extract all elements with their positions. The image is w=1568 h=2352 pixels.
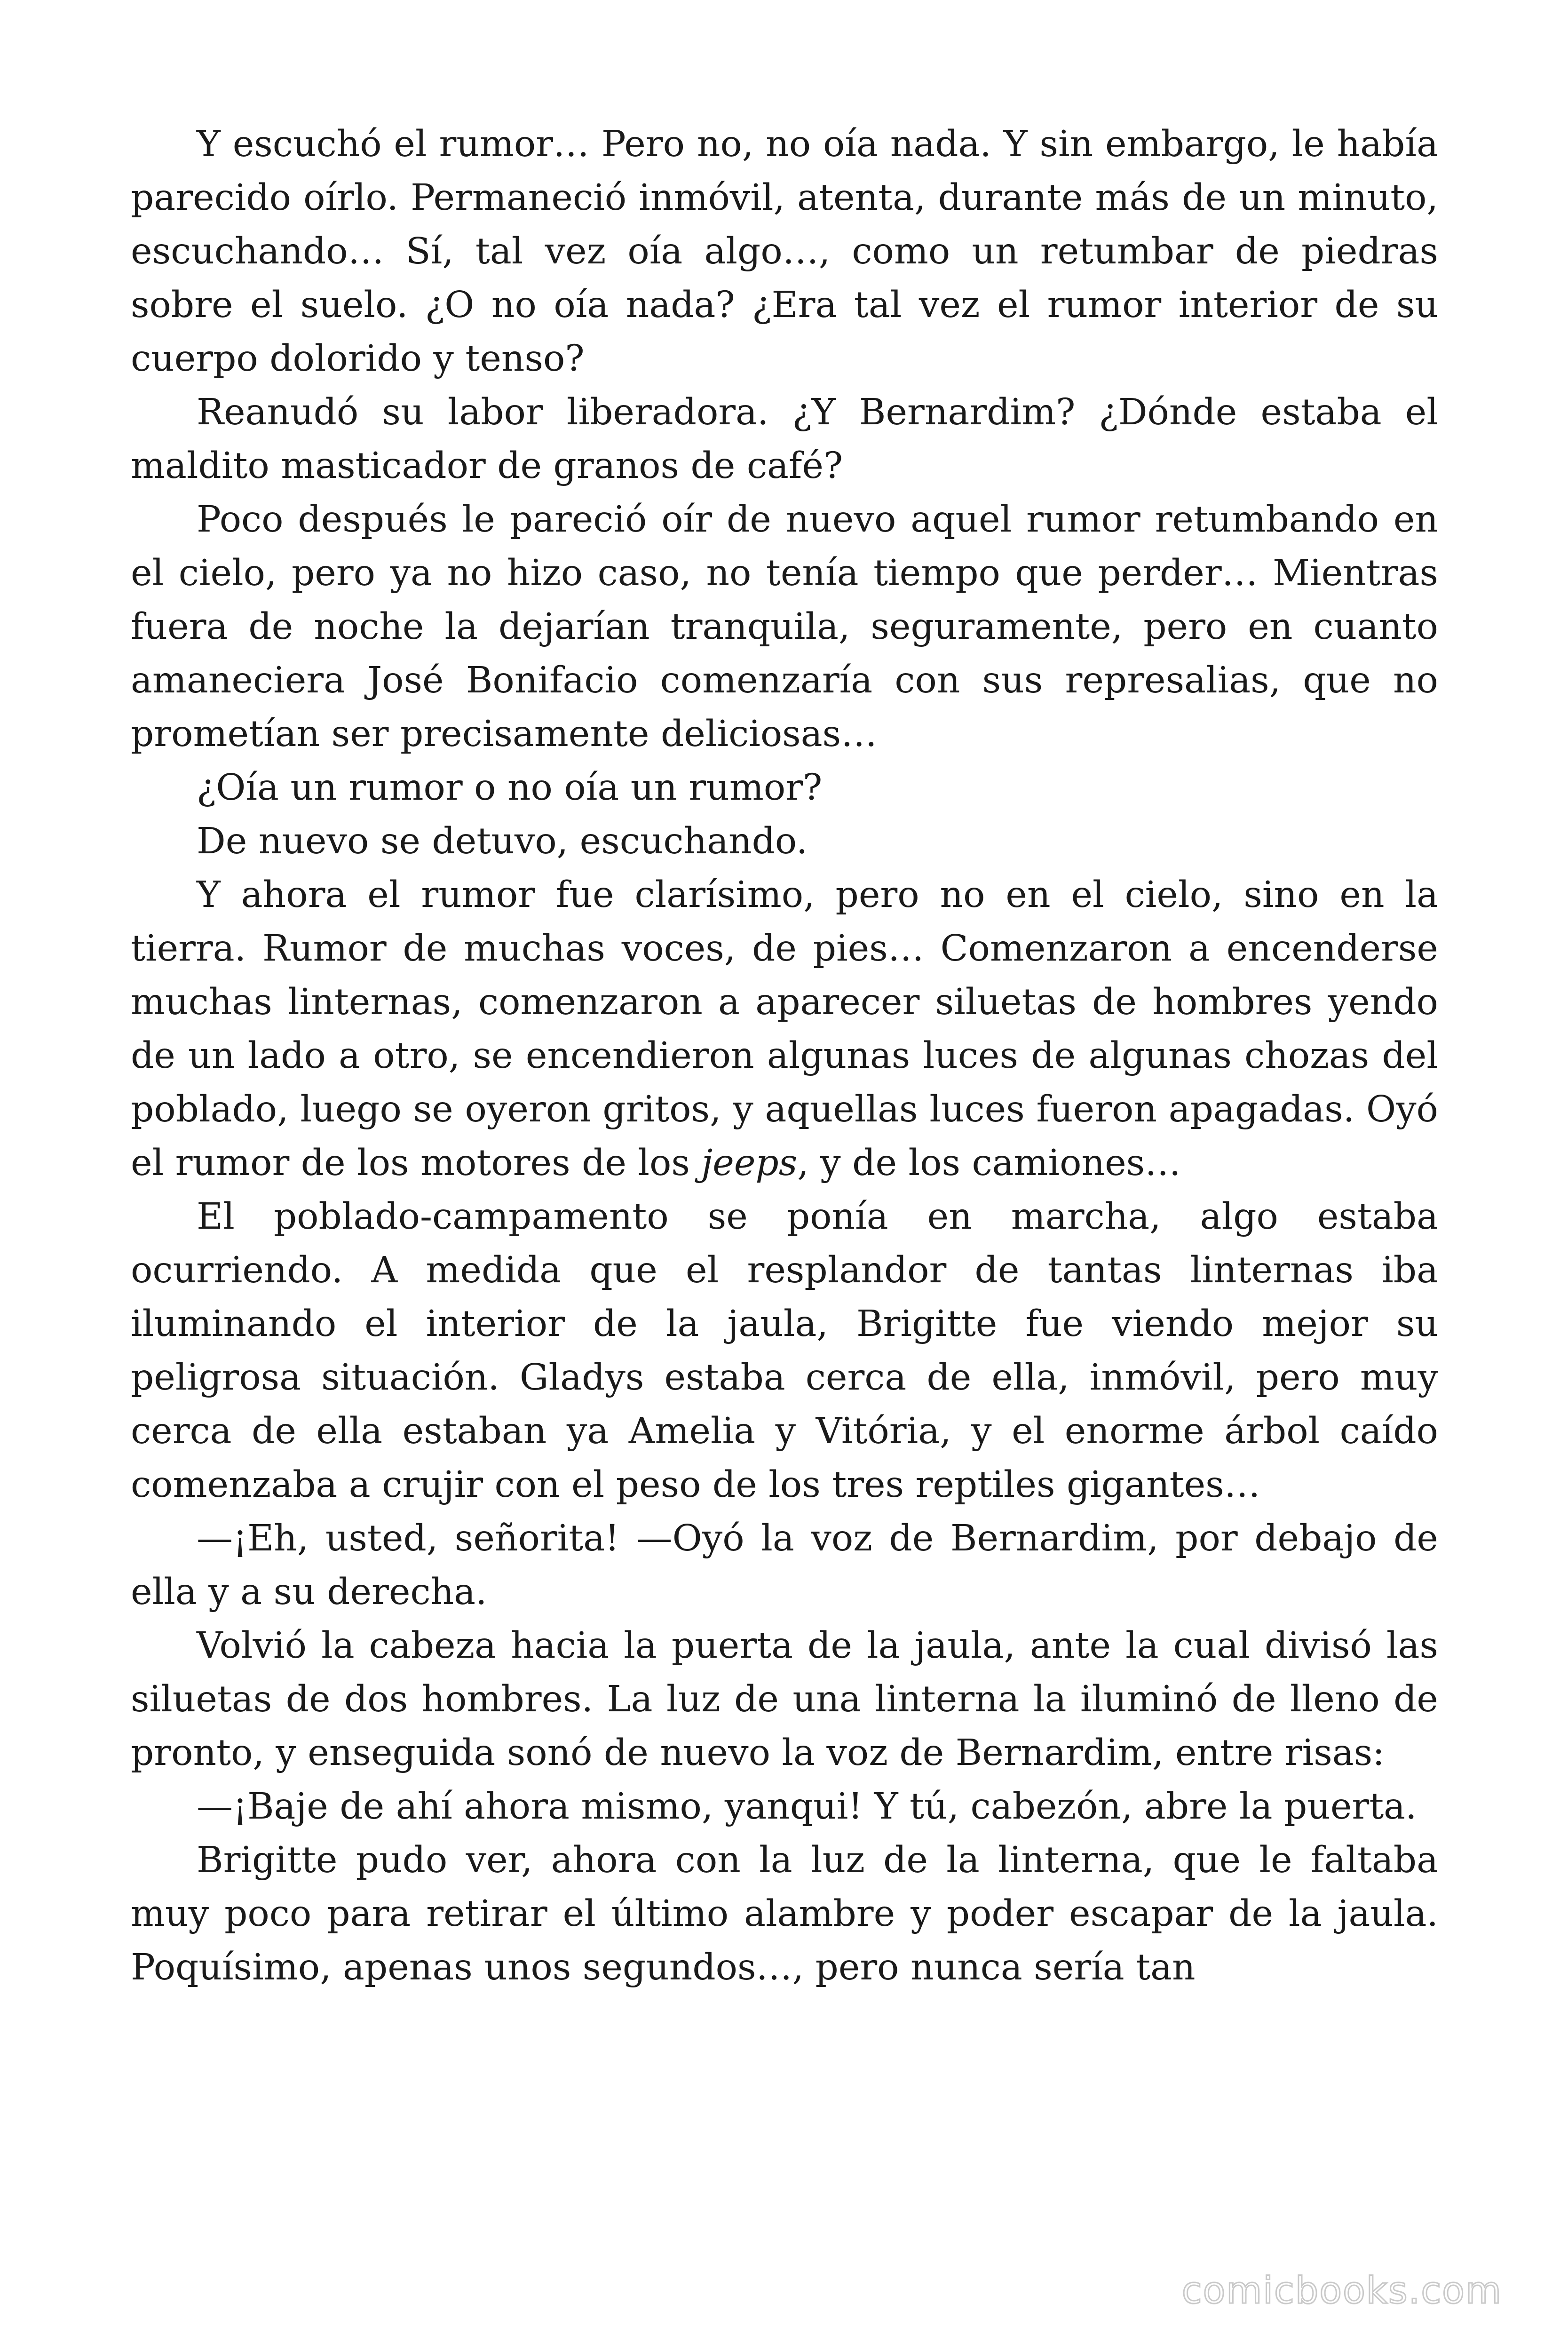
paragraph-11: Brigitte pudo ver, ahora con la luz de la linterna, que le faltaba muy poco para retirar el último alambre y poder escapar de la jaula. Poquísimo, apenas unos segundos…, pero nunca sería tan <box>131 1839 1438 1988</box>
paragraph-6 <box>131 868 1438 1190</box>
paragraph-4: ¿Oía un rumor o no oía un rumor? <box>197 767 823 809</box>
paragraph-2: Reanudó su labor liberadora. ¿Y Bernardim? ¿Dónde estaba el maldito masticador de granos de café? <box>131 391 1438 487</box>
paragraph-5: De nuevo se detuvo, escuchando. <box>197 820 808 862</box>
paragraph-9: Volvió la cabeza hacia la puerta de la jaula, ante la cual divisó las siluetas de dos hombres. La luz de una linterna la iluminó de lleno de pronto, y enseguida sonó de nuevo la voz de Bernardim, entre risas: <box>131 1625 1438 1774</box>
paragraph-7: El poblado-campamento se ponía en marcha, algo estaba ocurriendo. A medida que el resplandor de tantas linternas iba iluminando el interior de la jaula, Brigitte fue viendo mejor su peligrosa situación. Gladys estaba cerca de ella, inmóvil, pero muy cerca de ella estaban ya Amelia y Vitória, y el enorme árbol caído comenzaba a crujir con el peso de los tres reptiles gigantes… <box>131 1196 1438 1506</box>
page-text <box>131 118 1438 1994</box>
watermark: comicbooks.com <box>1181 2270 1502 2312</box>
paragraph-1: Y escuchó el rumor… Pero no, no oía nada. Y sin embargo, le había parecido oírlo. Permaneció inmóvil, atenta, durante más de un minuto, escuchando… Sí, tal vez oía algo…, como un retumbar de piedras sobre el suelo. ¿O no oía nada? ¿Era tal vez el rumor interior de su cuerpo dolorido y tenso? <box>131 123 1438 380</box>
paragraph-3: Poco después le pareció oír de nuevo aquel rumor retumbando en el cielo, pero ya no hizo caso, no tenía tiempo que perder… Mientras fuera de noche la dejarían tranquila, seguramente, pero en cuanto amaneciera José Bonifacio comenzaría con sus represalias, que no prometían ser precisamente deliciosas… <box>131 499 1438 755</box>
paragraph-6-text-before: Y ahora el rumor fue clarísimo, pero no en el cielo, sino en la tierra. Rumor de muchas voces, de pies… Comenzaron a encenderse muchas linternas, comenzaron a aparecer siluetas de hombres yendo de un lado a otro, se encendieron algunas luces de algunas chozas del poblado, luego se oyeron gritos, y aquellas luces fueron apagadas. Oyó el rumor de los motores de los <box>131 874 1438 1184</box>
paragraph-6-text-after: , y de los camiones… <box>797 1142 1181 1184</box>
paragraph-6-italic-word: jeeps <box>701 1142 798 1184</box>
paragraph-8: —¡Eh, usted, señorita! —Oyó la voz de Bernardim, por debajo de ella y a su derecha. <box>131 1518 1438 1613</box>
paragraph-10: —¡Baje de ahí ahora mismo, yanqui! Y tú, cabezón, abre la puerta. <box>197 1786 1417 1828</box>
